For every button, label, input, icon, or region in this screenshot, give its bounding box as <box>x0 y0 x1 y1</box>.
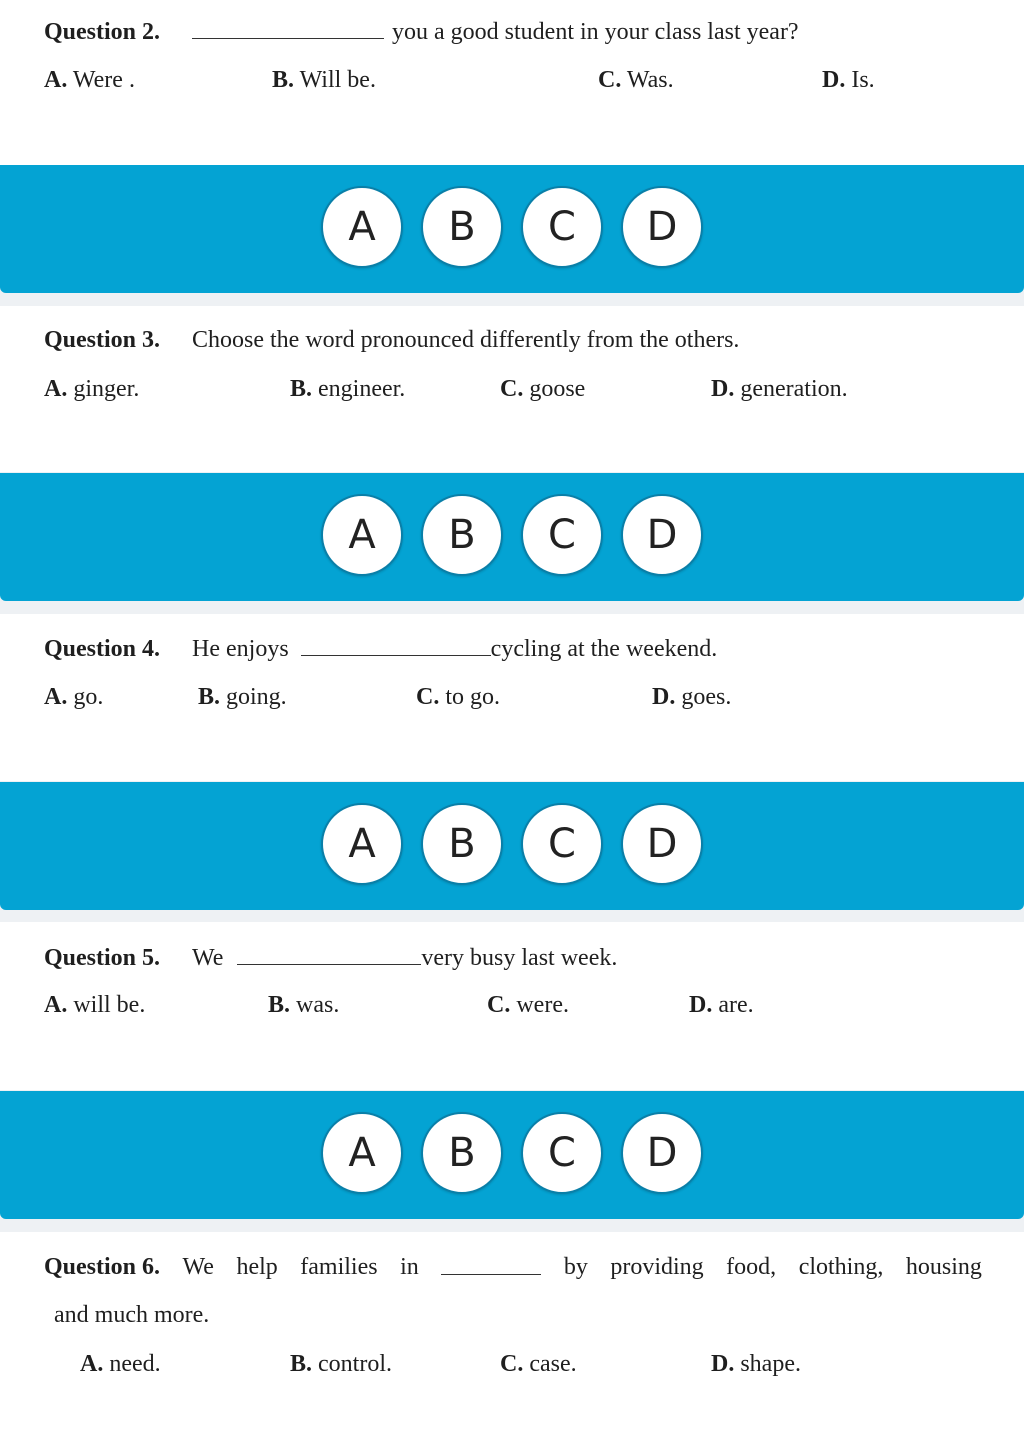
option-b: B. going. <box>198 684 287 710</box>
answer-button-b[interactable]: B <box>421 494 503 576</box>
option-a: A. will be. <box>44 992 146 1018</box>
answer-button-c[interactable]: C <box>521 494 603 576</box>
option-b: B. was. <box>268 992 340 1018</box>
answer-button-c[interactable]: C <box>521 1112 603 1194</box>
option-c: C. case. <box>500 1351 577 1377</box>
answer-bar-4 <box>0 782 1024 910</box>
option-a: A. ginger. <box>44 376 140 402</box>
question-label: Question 4. <box>44 636 161 662</box>
question-suffix: very busy last week. <box>421 945 618 971</box>
answer-button-a[interactable]: A <box>321 1112 403 1194</box>
question-card-3 <box>0 306 1024 472</box>
answer-button-a[interactable]: A <box>321 186 403 268</box>
question-card-6 <box>0 1232 1024 1448</box>
question-text: Question 6. We help families in by providing food, clothing, housing <box>44 1254 982 1280</box>
option-c: C. goose <box>500 376 586 402</box>
question-prefix: We <box>192 945 224 971</box>
question-text-line-2: and much more. <box>54 1302 210 1328</box>
answer-bar-3 <box>0 473 1024 601</box>
option-d: D. goes. <box>652 684 732 710</box>
answer-button-d[interactable]: D <box>621 1112 703 1194</box>
answer-button-d[interactable]: D <box>621 186 703 268</box>
answer-blank <box>301 633 491 656</box>
question-text <box>44 942 617 973</box>
option-d: D. are. <box>689 992 754 1018</box>
answer-button-d[interactable]: D <box>621 803 703 885</box>
option-d: D. shape. <box>711 1351 801 1377</box>
question-card-4 <box>0 614 1024 781</box>
question-label: Question 5. <box>44 945 161 971</box>
option-c: C. to go. <box>416 684 501 710</box>
option-b: B. control. <box>290 1351 392 1377</box>
answer-button-c[interactable]: C <box>521 803 603 885</box>
question-card-2 <box>0 0 1024 165</box>
question-label: Question 2. <box>44 19 161 45</box>
option-b: B. engineer. <box>290 376 406 402</box>
question-text <box>44 325 739 355</box>
question-label: Question 3. <box>44 327 161 353</box>
option-d: D. generation. <box>711 376 848 402</box>
question-suffix: cycling at the weekend. <box>490 636 718 662</box>
answer-button-b[interactable]: B <box>421 803 503 885</box>
question-text <box>44 16 799 47</box>
question-text <box>44 633 717 664</box>
option-a: A. go. <box>44 684 104 710</box>
answer-blank <box>237 942 421 965</box>
answer-bar-2 <box>0 165 1024 293</box>
answer-button-b[interactable]: B <box>421 186 503 268</box>
answer-blank <box>441 1252 541 1275</box>
answer-button-d[interactable]: D <box>621 494 703 576</box>
option-a: A. need. <box>80 1351 161 1377</box>
option-d: D. Is. <box>822 67 875 93</box>
option-a: A. Were . <box>44 67 135 93</box>
answer-blank <box>192 16 384 39</box>
question-label: Question 6. <box>44 1254 161 1280</box>
answer-bar-5 <box>0 1091 1024 1219</box>
option-c: C. Was. <box>598 67 674 93</box>
option-b: B. Will be. <box>272 67 376 93</box>
option-c: C. were. <box>487 992 569 1018</box>
answer-button-b[interactable]: B <box>421 1112 503 1194</box>
question-prefix: He enjoys <box>192 636 289 662</box>
question-suffix: you a good student in your class last year? <box>392 19 799 45</box>
answer-button-a[interactable]: A <box>321 494 403 576</box>
answer-button-a[interactable]: A <box>321 803 403 885</box>
question-card-5 <box>0 922 1024 1090</box>
question-instruction: Choose the word pronounced differently from the others. <box>192 327 740 353</box>
answer-button-c[interactable]: C <box>521 186 603 268</box>
